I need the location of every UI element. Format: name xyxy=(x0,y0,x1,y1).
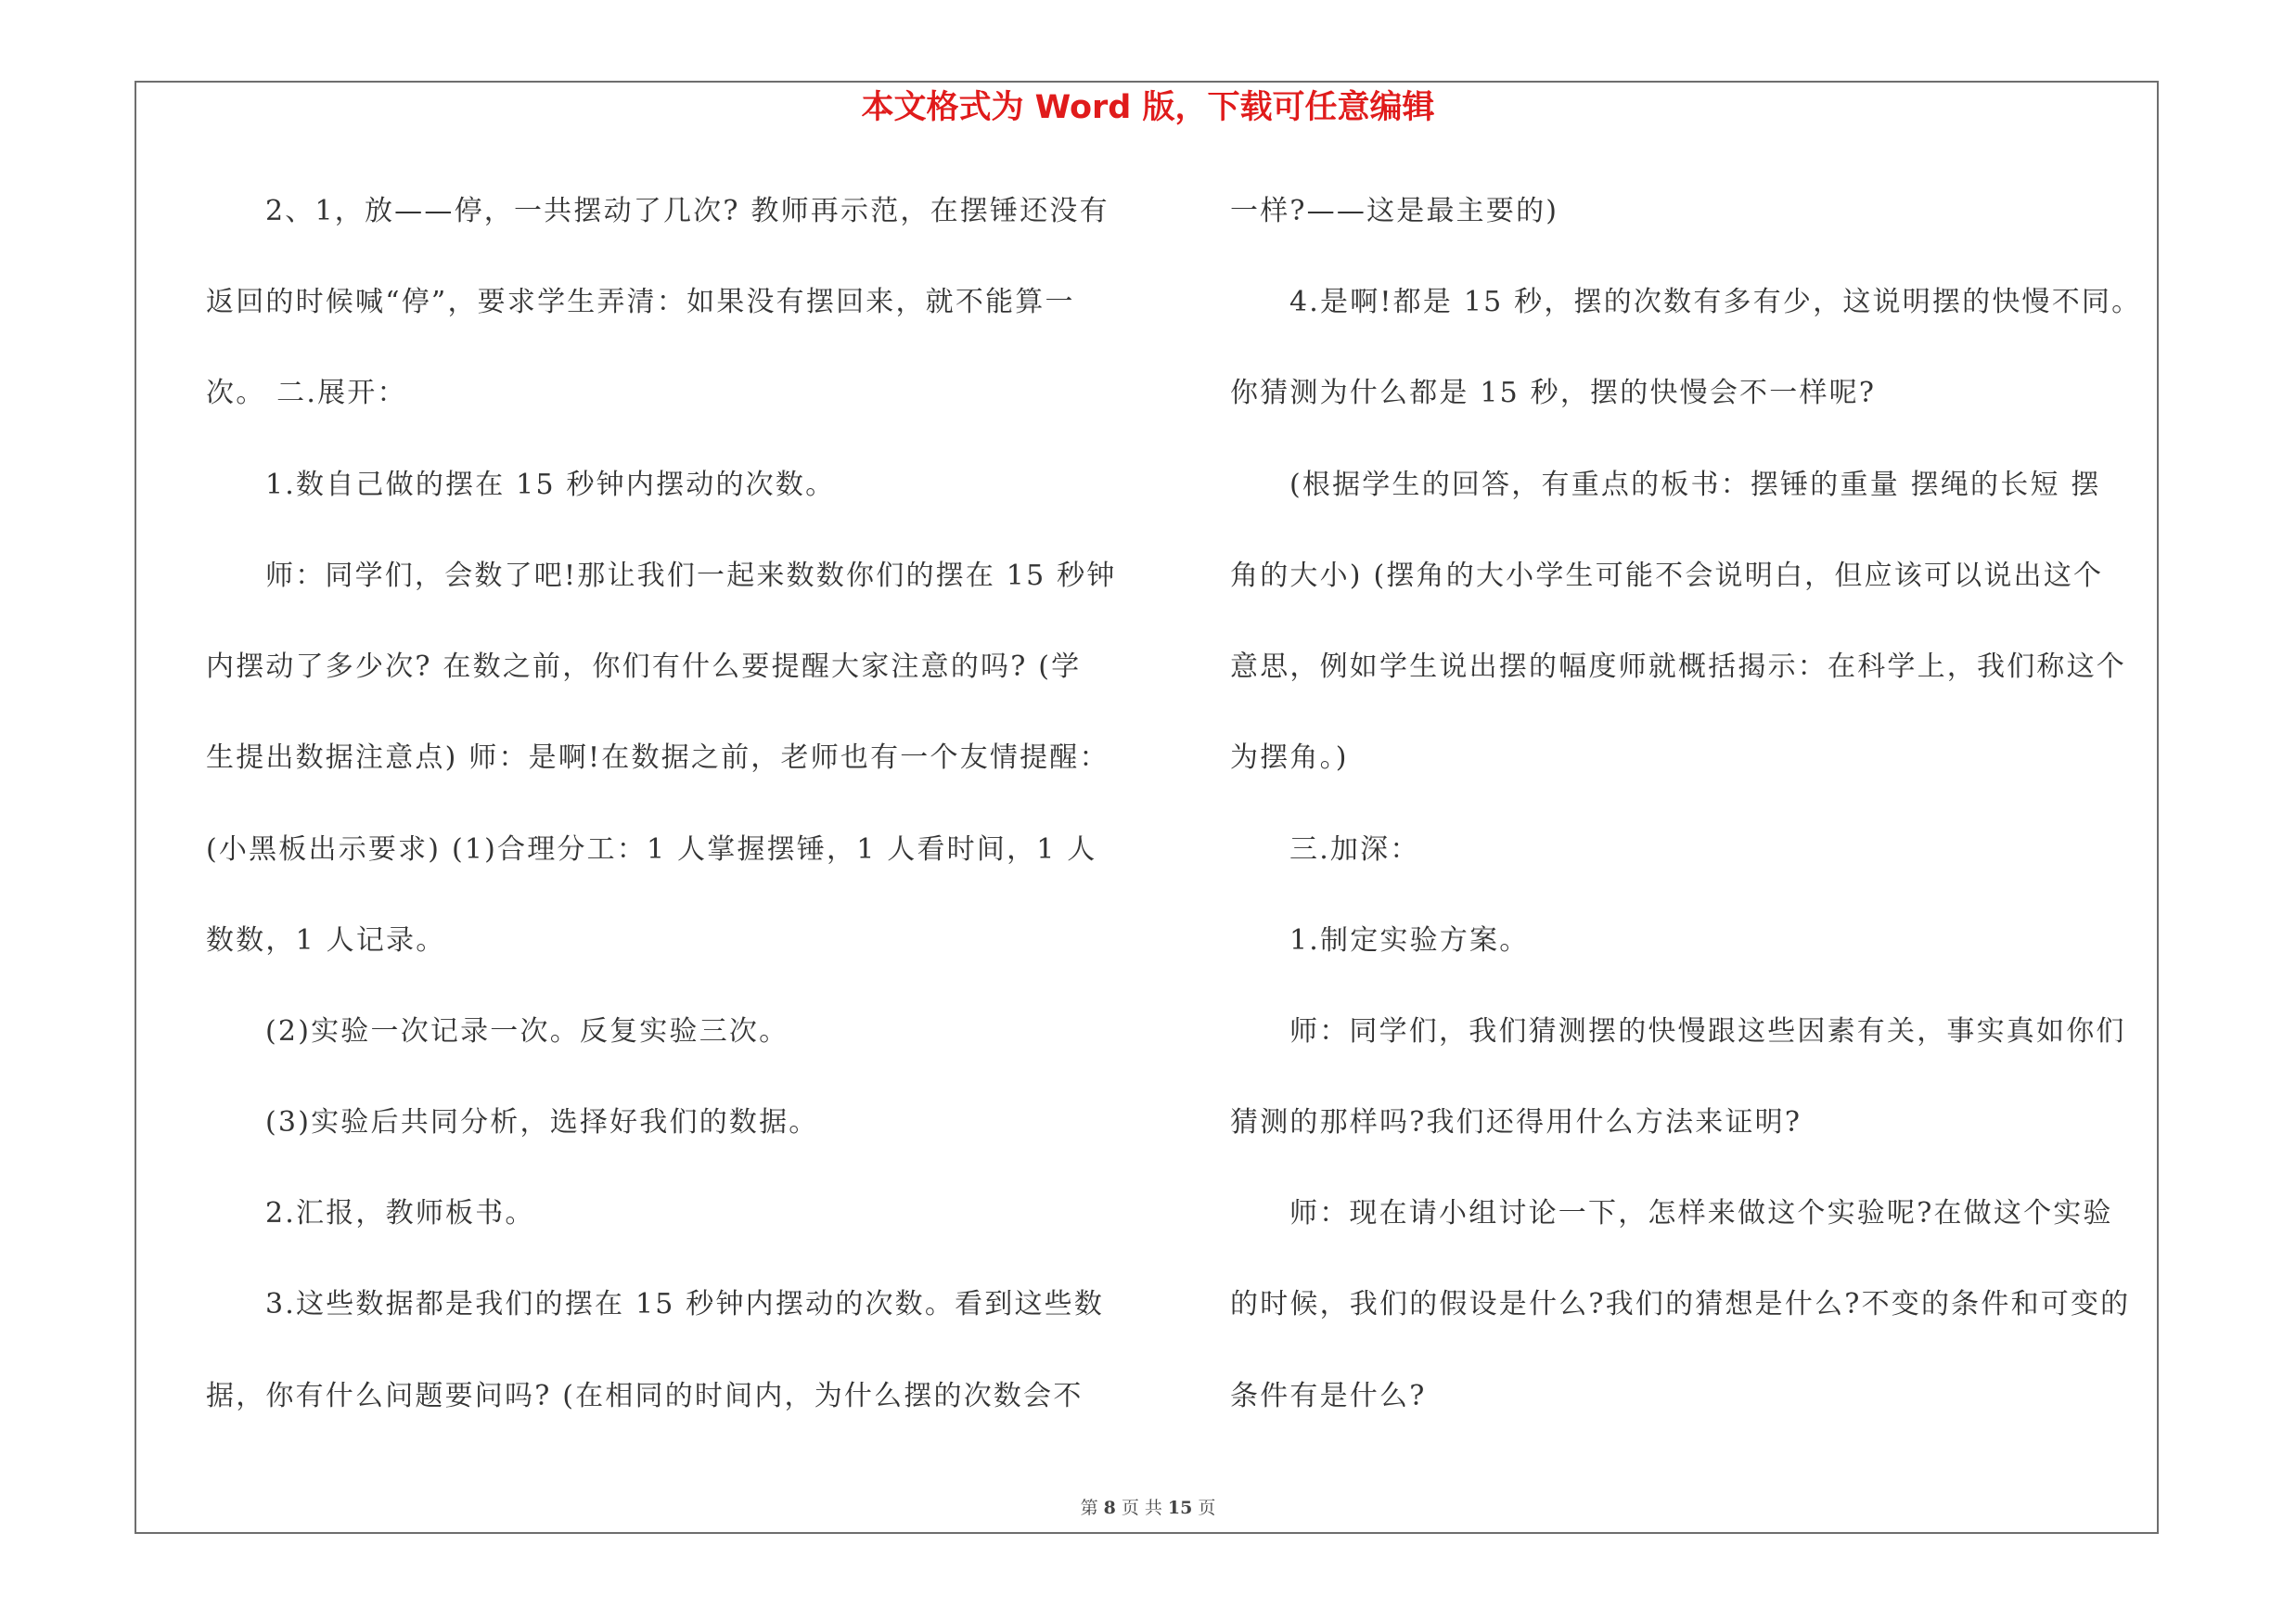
total-pages-number: 15 xyxy=(1167,1498,1193,1518)
paragraph-line: 2.汇报，教师板书。 xyxy=(265,1197,535,1230)
footer-suffix: 页 xyxy=(1198,1498,1216,1518)
paragraph-line: 返回的时候喊“停”，要求学生弄清：如果没有摆回来，就不能算一 xyxy=(206,286,1075,318)
current-page-number: 8 xyxy=(1103,1498,1116,1518)
paragraph-line: 意思，例如学生说出摆的幅度师就概括揭示：在科学上，我们称这个 xyxy=(1230,650,2126,683)
paragraph-line: 你猜测为什么都是 15 秒，摆的快慢会不一样呢? xyxy=(1230,377,1877,409)
paragraph-line: 条件有是什么? xyxy=(1230,1380,1427,1412)
paragraph-line: 为摆角。) xyxy=(1230,741,1349,774)
page-footer xyxy=(0,1496,2296,1520)
paragraph-line: 2、1，放——停，一共摆动了几次? 教师再示范，在摆锤还没有 xyxy=(265,195,1110,227)
paragraph-line: (根据学生的回答，有重点的板书：摆锤的重量 摆绳的长短 摆 xyxy=(1289,469,2101,501)
paragraph-line: 角的大小) (摆角的大小学生可能不会说明白，但应该可以说出这个 xyxy=(1230,560,2104,592)
paragraph-line: 内摆动了多少次? 在数之前，你们有什么要提醒大家注意的吗? (学 xyxy=(206,650,1082,683)
paragraph-line: (3)实验后共同分析，选择好我们的数据。 xyxy=(265,1106,819,1139)
paragraph-line: 猜测的那样吗?我们还得用什么方法来证明? xyxy=(1230,1106,1802,1139)
header-banner: 本文格式为 Word 版，下载可任意编辑 xyxy=(861,89,1435,126)
paragraph-line: 师：现在请小组讨论一下，怎样来做这个实验呢?在做这个实验 xyxy=(1289,1197,2113,1230)
paragraph-line: 1.数自己做的摆在 15 秒钟内摆动的次数。 xyxy=(265,469,836,501)
paragraph-line: 数数，1 人记录。 xyxy=(206,924,446,957)
paragraph-line: (2)实验一次记录一次。反复实验三次。 xyxy=(265,1015,789,1048)
paragraph-line: 3.这些数据都是我们的摆在 15 秒钟内摆动的次数。看到这些数 xyxy=(265,1288,1105,1320)
paragraph-line: 次。 二.展开： xyxy=(206,377,407,409)
paragraph-line: (小黑板出示要求) (1)合理分工：1 人掌握摆锤，1 人看时间，1 人 xyxy=(206,833,1097,866)
paragraph-line: 4.是啊!都是 15 秒，摆的次数有多有少，这说明摆的快慢不同。 xyxy=(1289,286,2142,318)
paragraph-line: 据，你有什么问题要问吗? (在相同的时间内，为什么摆的次数会不 xyxy=(206,1380,1084,1412)
paragraph-line: 生提出数据注意点) 师：是啊!在数据之前，老师也有一个友情提醒： xyxy=(206,741,1110,774)
paragraph-line: 三.加深： xyxy=(1289,833,1420,866)
paragraph-line: 1.制定实验方案。 xyxy=(1289,924,1530,957)
paragraph-line: 师：同学们，我们猜测摆的快慢跟这些因素有关，事实真如你们 xyxy=(1289,1015,2126,1048)
footer-middle: 页 共 xyxy=(1121,1498,1162,1518)
paragraph-line: 一样?——这是最主要的) xyxy=(1230,195,1559,227)
paragraph-line: 师：同学们，会数了吧!那让我们一起来数数你们的摆在 15 秒钟 xyxy=(265,560,1117,592)
footer-prefix: 第 xyxy=(1080,1498,1098,1518)
paragraph-line: 的时候，我们的假设是什么?我们的猜想是什么?不变的条件和可变的 xyxy=(1230,1288,2131,1320)
